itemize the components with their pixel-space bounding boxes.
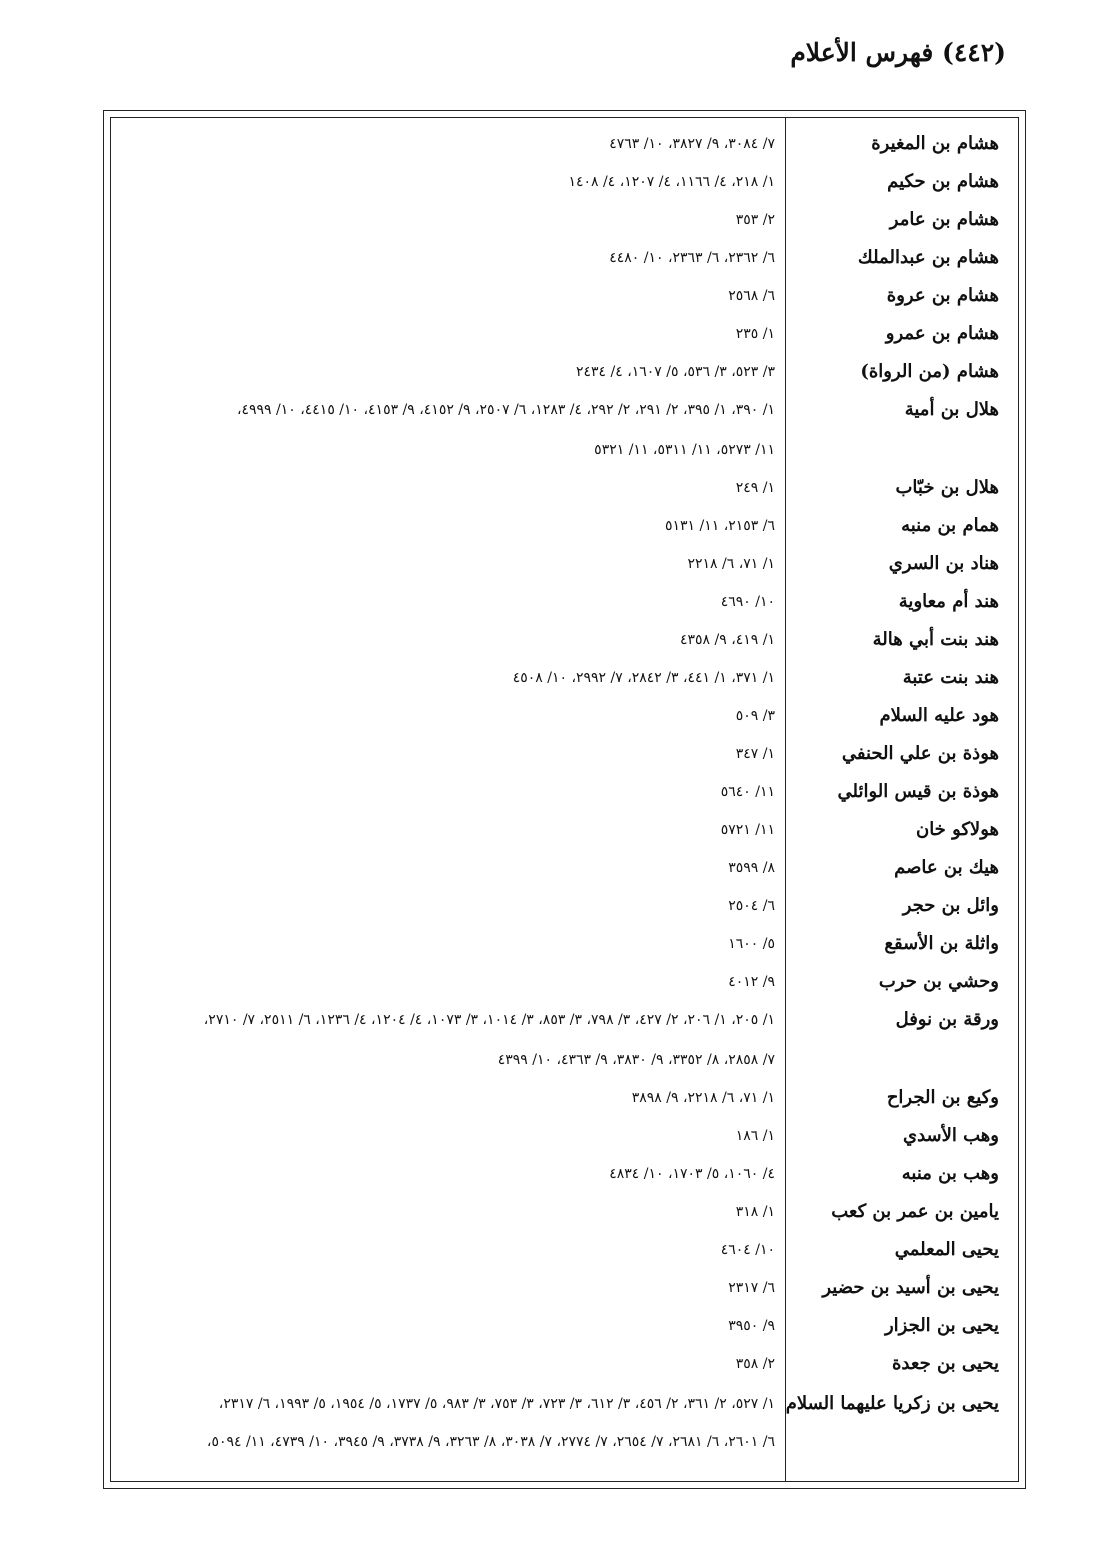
index-row <box>110 660 1019 696</box>
entry-references: ٣/ ٥٢٣، ٣/ ٥٣٦، ٥/ ١٦٠٧، ٤/ ٢٤٣٤ <box>576 364 775 380</box>
entry-name: يحيى بن الجزار <box>884 1315 999 1336</box>
entry-references: ١/ ٢١٨، ٤/ ١١٦٦، ٤/ ١٢٠٧، ٤/ ١٤٠٨ <box>568 174 775 190</box>
entry-references: ١٠/ ٤٦٠٤ <box>720 1242 775 1258</box>
entry-name: هيك بن عاصم <box>894 857 999 878</box>
entry-name: هشام بن المغيرة <box>871 133 999 154</box>
entry-references: ١١/ ٥٦٤٠ <box>720 784 775 800</box>
page-header: (٤٤٢) فهرس الأعلام <box>790 38 1006 67</box>
entry-name: هند بنت أبي هالة <box>872 629 999 650</box>
entry-references: ٨/ ٣٥٩٩ <box>728 860 775 876</box>
entry-name: واثلة بن الأسقع <box>884 933 999 954</box>
index-row <box>110 584 1019 620</box>
index-row <box>110 812 1019 848</box>
index-row <box>110 622 1019 658</box>
index-row <box>110 698 1019 734</box>
entry-references: ٩/ ٣٩٥٠ <box>728 1318 775 1334</box>
entry-name: يحيى المعلمي <box>894 1239 999 1260</box>
index-row <box>110 1080 1019 1116</box>
entry-references: ٧/ ٣٠٨٤، ٩/ ٣٨٢٧، ١٠/ ٤٧٦٣ <box>609 136 775 152</box>
index-row <box>110 1270 1019 1306</box>
entry-references: ١/ ٧١، ٦/ ٢٢١٨ <box>687 556 775 572</box>
entry-references: ١/ ٢٣٥ <box>735 326 775 342</box>
entry-name: وكيع بن الجراح <box>886 1087 999 1108</box>
entry-references: ٧/ ٢٨٥٨، ٨/ ٣٣٥٢، ٩/ ٣٨٣٠، ٩/ ٤٣٦٣، ١٠/ ٤٣٩٩ <box>497 1052 775 1068</box>
entry-references: ٣/ ٥٠٩ <box>735 708 775 724</box>
index-row <box>110 354 1019 390</box>
index-row <box>110 164 1019 200</box>
entry-name: هشام بن عبدالملك <box>857 247 999 268</box>
entry-name: هوذة بن علي الحنفي <box>841 743 999 764</box>
index-row <box>110 1156 1019 1192</box>
entry-name: يحيى بن أسيد بن حضير <box>822 1277 999 1298</box>
entry-name: وهب بن منبه <box>901 1163 999 1184</box>
index-row <box>110 126 1019 162</box>
entry-references: ١/ ٣٧١، ١/ ٤٤١، ٣/ ٢٨٤٢، ٧/ ٢٩٩٢، ١٠/ ٤٥٠٨ <box>512 670 775 686</box>
index-row <box>110 278 1019 314</box>
entry-name: هشام بن عروة <box>886 285 999 306</box>
index-row <box>110 508 1019 544</box>
index-row <box>110 546 1019 582</box>
entry-name: هلال بن خبّاب <box>895 477 999 498</box>
entry-name: هناد بن السري <box>888 553 999 574</box>
entry-name: يحيى بن جعدة <box>892 1353 999 1374</box>
entry-name: هشام بن عمرو <box>885 323 999 344</box>
index-row <box>110 736 1019 772</box>
entry-name: ورقة بن نوفل <box>895 1009 999 1030</box>
entry-name: يامين بن عمر بن كعب <box>831 1201 999 1222</box>
entry-references: ٢/ ٣٥٣ <box>735 212 775 228</box>
entry-name: همام بن منبه <box>901 515 999 536</box>
index-row <box>110 888 1019 924</box>
index-row <box>110 1194 1019 1230</box>
entry-name: وهب الأسدي <box>902 1125 999 1146</box>
index-row <box>110 240 1019 276</box>
entry-name: يحيى بن زكريا عليهما السلام <box>785 1393 999 1414</box>
entry-references: ٥/ ١٦٠٠ <box>728 936 775 952</box>
entry-references: ١/ ٤١٩، ٩/ ٤٣٥٨ <box>679 632 775 648</box>
entry-references: ٢/ ٣٥٨ <box>735 1356 775 1372</box>
index-row <box>110 1042 1019 1078</box>
entry-references: ١١/ ٥٧٢١ <box>720 822 775 838</box>
entry-name: وائل بن حجر <box>902 895 999 916</box>
entry-name: وحشي بن حرب <box>878 971 999 992</box>
entry-references: ١/ ٢٠٥، ١/ ٢٠٦، ٢/ ٤٢٧، ٣/ ٧٩٨، ٣/ ٨٥٣، ٣/ ١٠١٤، ٣/ ١٠٧٣، ٤/ ١٢٠٤، ٤/ ١٢٣٦، ٦/ ٢٥١١، ٧/ ٢٧١٠، <box>203 1012 775 1028</box>
index-row <box>110 1002 1019 1038</box>
entry-references: ١/ ٣١٨ <box>735 1204 775 1220</box>
index-row <box>110 1118 1019 1154</box>
entry-name: هند أم معاوية <box>898 591 999 612</box>
entry-references: ١٠/ ٤٦٩٠ <box>720 594 775 610</box>
entry-references: ١/ ٣٩٠، ١/ ٣٩٥، ٢/ ٢٩١، ٢/ ٢٩٢، ٤/ ١٢٨٣، ٦/ ٢٥٠٧، ٩/ ٤١٥٢، ٩/ ٤١٥٣، ١٠/ ٤٤١٥، ١٠/ ٤٩٩٩، <box>236 402 775 418</box>
entry-name: هشام بن عامر <box>889 209 999 230</box>
entry-references: ١/ ١٨٦ <box>735 1128 775 1144</box>
index-row <box>110 774 1019 810</box>
index-row <box>110 392 1019 428</box>
index-row <box>110 316 1019 352</box>
entry-name: هود عليه السلام <box>879 705 999 726</box>
entry-references: ١/ ٢٤٩ <box>735 480 775 496</box>
index-row <box>110 1308 1019 1344</box>
index-row <box>110 470 1019 506</box>
index-row <box>110 1386 1019 1422</box>
entry-name: هشام (من الرواة) <box>860 361 999 382</box>
entry-references: ٦/ ٢٥٠٤ <box>728 898 775 914</box>
index-row <box>110 202 1019 238</box>
entry-references: ٦/ ٢٣٦٢، ٦/ ٢٣٦٣، ١٠/ ٤٤٨٠ <box>609 250 775 266</box>
entry-references: ١/ ٥٢٧، ٢/ ٣٦١، ٢/ ٤٥٦، ٣/ ٦١٢، ٣/ ٧٢٣، ٣/ ٧٥٣، ٣/ ٩٨٣، ٥/ ١٧٣٧، ٥/ ١٩٥٤، ٥/ ١٩٩٣، ٦/ ٢٣١٧، <box>218 1396 775 1412</box>
entry-references: ٦/ ٢٣١٧ <box>728 1280 775 1296</box>
entry-name: هولاكو خان <box>915 819 999 840</box>
index-row <box>110 432 1019 468</box>
index-row <box>110 1424 1019 1460</box>
entry-references: ٩/ ٤٠١٢ <box>728 974 775 990</box>
entry-name: هوذة بن قيس الوائلي <box>837 781 999 802</box>
entry-references: ٦/ ٢٦٠١، ٦/ ٢٦٨١، ٧/ ٢٦٥٤، ٧/ ٢٧٧٤، ٧/ ٣٠٣٨، ٨/ ٣٢٦٣، ٩/ ٣٧٣٨، ٩/ ٣٩٤٥، ١٠/ ٤٧٣٩، ١١/ ٥٠٩٤، <box>206 1434 775 1450</box>
index-row <box>110 850 1019 886</box>
index-row <box>110 1346 1019 1382</box>
entry-references: ١١/ ٥٢٧٣، ١١/ ٥٣١١، ١١/ ٥٣٢١ <box>594 442 775 458</box>
entry-name: هشام بن حكيم <box>887 171 999 192</box>
entry-references: ١/ ٧١، ٦/ ٢٢١٨، ٩/ ٣٨٩٨ <box>631 1090 775 1106</box>
entry-references: ٤/ ١٠٦٠، ٥/ ١٧٠٣، ١٠/ ٤٨٣٤ <box>609 1166 775 1182</box>
entry-name: هلال بن أمية <box>904 399 999 420</box>
entry-references: ١/ ٣٤٧ <box>735 746 775 762</box>
entry-references: ٦/ ٢١٥٣، ١١/ ٥١٣١ <box>664 518 775 534</box>
entry-name: هند بنت عتبة <box>902 667 999 688</box>
entry-references: ٦/ ٢٥٦٨ <box>728 288 775 304</box>
index-row <box>110 964 1019 1000</box>
index-row <box>110 926 1019 962</box>
index-row <box>110 1232 1019 1268</box>
